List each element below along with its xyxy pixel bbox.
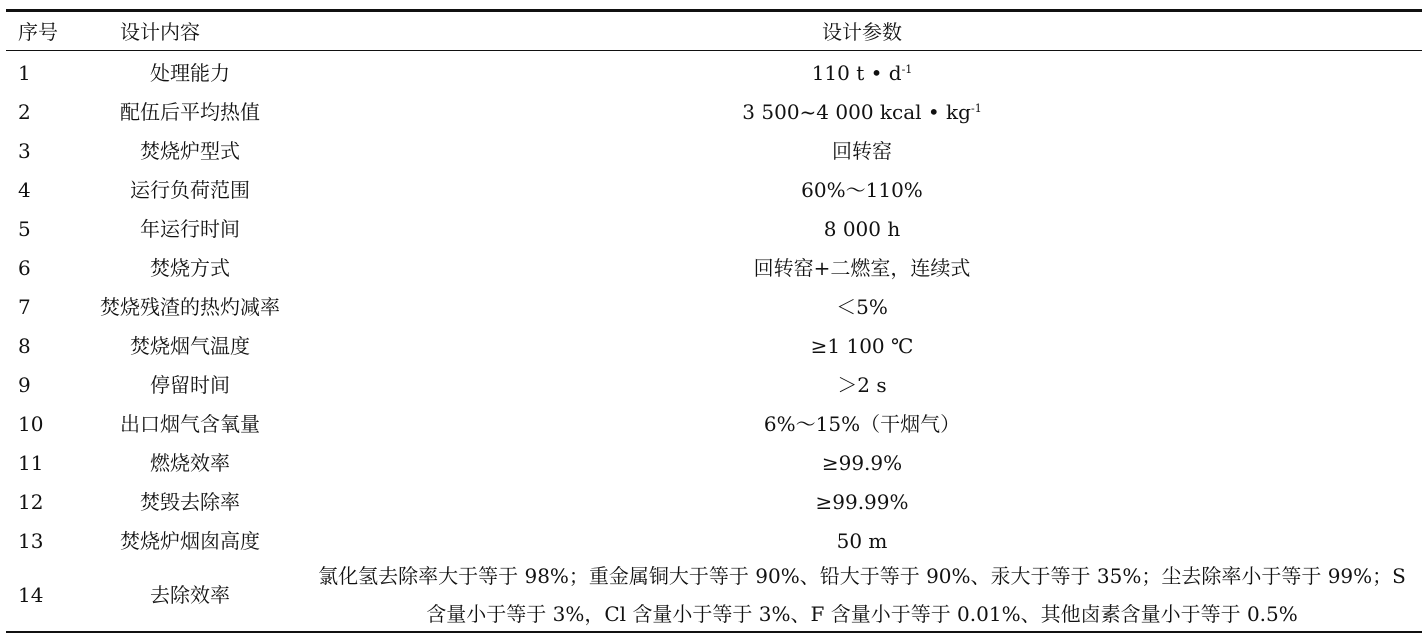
row-param xyxy=(300,92,1424,131)
row-param: 50 m xyxy=(836,528,888,553)
table-row xyxy=(0,404,1428,443)
row-item: 焚烧残渣的热灼减率 xyxy=(100,294,280,319)
table-row xyxy=(0,482,1428,521)
row-item: 运行负荷范围 xyxy=(130,177,250,202)
row-item: 去除效率 xyxy=(150,583,230,607)
table-row xyxy=(0,248,1428,287)
table-row xyxy=(0,443,1428,482)
table-row xyxy=(0,92,1428,131)
row-item: 焚毁去除率 xyxy=(140,489,240,514)
row-param: 回转窑+二燃室，连续式 xyxy=(753,255,971,280)
row-no: 7 xyxy=(18,294,31,319)
table-row xyxy=(0,209,1428,248)
row-param xyxy=(300,53,1424,92)
row-param xyxy=(300,558,1424,632)
row-no: 10 xyxy=(18,411,44,436)
table-row xyxy=(0,558,1428,632)
row-item: 出口烟气含氧量 xyxy=(120,411,260,436)
row-item: 燃烧效率 xyxy=(150,450,230,475)
header-item: 设计内容 xyxy=(120,19,200,44)
row-param-line-1: 氯化氢去除率大于等于 98%；重金属铜大于等于 90%、铅大于等于 90%、汞大于等于 35%；尘去除率小于等于 99%；S xyxy=(318,564,1406,588)
table-top-rule xyxy=(6,9,1422,12)
row-param: 8 000 h xyxy=(823,216,901,241)
row-no: 3 xyxy=(18,138,31,163)
row-param-main: 110 t • d xyxy=(811,60,902,85)
row-param: ≥1 100 ℃ xyxy=(810,333,914,358)
row-item: 处理能力 xyxy=(150,60,230,85)
row-no: 5 xyxy=(18,216,31,241)
row-no: 11 xyxy=(18,450,44,475)
row-param: ≥99.9% xyxy=(821,450,903,475)
row-param: 60%～110% xyxy=(801,177,923,202)
table-header-row xyxy=(0,13,1428,50)
row-param-line-2: 含量小于等于 3%，Cl 含量小于等于 3%、F 含量小于等于 0.01%、其他卤素含量小于等于 0.5% xyxy=(426,602,1298,626)
table-row xyxy=(0,521,1428,560)
row-param-sup: -1 xyxy=(901,63,913,76)
row-no: 14 xyxy=(18,583,44,607)
row-param: 回转窑 xyxy=(832,138,892,163)
table-row xyxy=(0,170,1428,209)
row-item: 焚烧炉烟囱高度 xyxy=(120,528,260,553)
table-row xyxy=(0,131,1428,170)
table-row xyxy=(0,365,1428,404)
row-no: 4 xyxy=(18,177,31,202)
header-param: 设计参数 xyxy=(822,19,902,44)
row-param: ≥99.99% xyxy=(815,489,909,514)
row-item: 焚烧烟气温度 xyxy=(130,333,250,358)
table-bottom-rule xyxy=(6,631,1422,633)
row-item: 年运行时间 xyxy=(140,216,240,241)
table-header-rule xyxy=(6,50,1422,51)
row-no: 1 xyxy=(18,60,31,85)
header-no: 序号 xyxy=(18,19,58,44)
row-param: ＜5% xyxy=(836,294,888,319)
row-no: 13 xyxy=(18,528,44,553)
row-param-main: 3 500~4 000 kcal • kg xyxy=(742,99,971,124)
table-row xyxy=(0,53,1428,92)
row-param: 6%～15%（干烟气） xyxy=(763,411,961,436)
row-no: 8 xyxy=(18,333,31,358)
row-param: ＞2 s xyxy=(837,372,887,397)
table-row xyxy=(0,287,1428,326)
row-no: 9 xyxy=(18,372,31,397)
row-item: 停留时间 xyxy=(150,372,230,397)
row-param-sup: -1 xyxy=(970,102,982,115)
table-row xyxy=(0,326,1428,365)
row-item: 配伍后平均热值 xyxy=(120,99,260,124)
row-item: 焚烧方式 xyxy=(150,255,230,280)
row-item: 焚烧炉型式 xyxy=(140,138,240,163)
row-no: 2 xyxy=(18,99,31,124)
row-no: 12 xyxy=(18,489,44,514)
row-no: 6 xyxy=(18,255,31,280)
